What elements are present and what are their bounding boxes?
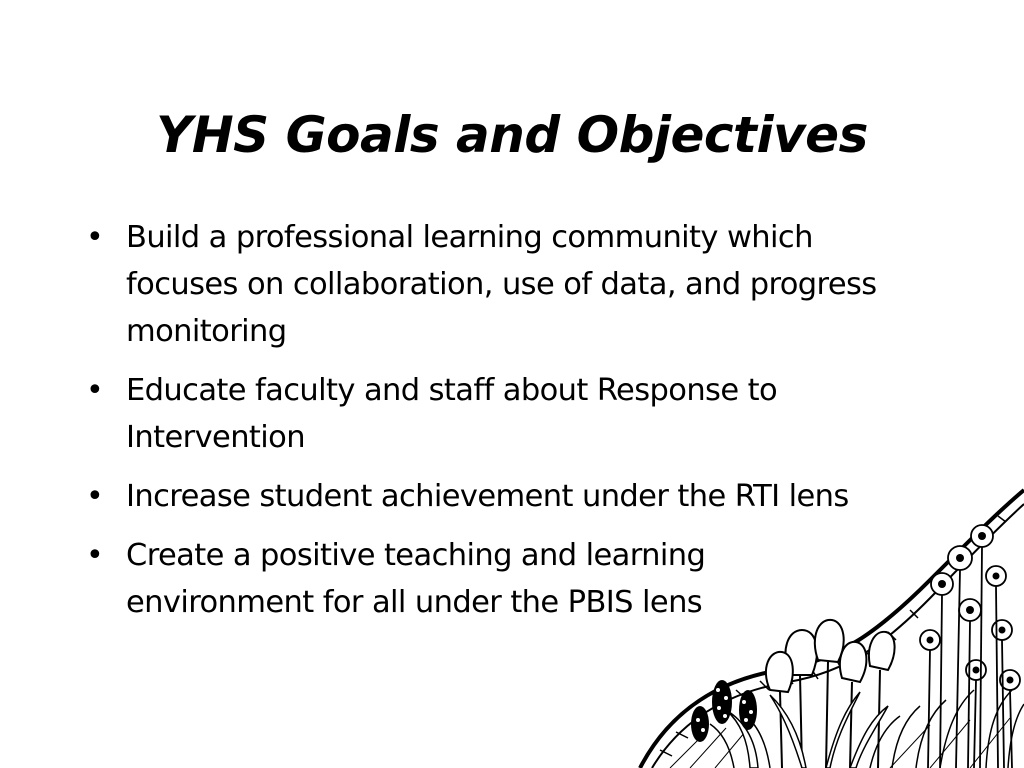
bullet-text: Increase student achievement under the RTI lens (126, 479, 849, 514)
bullet-text: Educate faculty and staff about Response to Intervention (126, 373, 778, 455)
bullet-dot-icon: • (86, 220, 104, 255)
bullet-item (86, 367, 846, 461)
bullet-dot-icon: • (86, 538, 104, 573)
garden-flowers-illustration-icon (630, 480, 1024, 768)
bullet-text: Create a positive teaching and learning environment for all under the PBIS lens (126, 538, 706, 620)
bullet-dot-icon: • (86, 373, 104, 408)
bullet-text: Build a professional learning community which focuses on collaboration, use of data, and progress monitoring (126, 220, 877, 349)
bullet-item (86, 214, 916, 355)
bullet-dot-icon: • (86, 479, 104, 514)
slide-title: YHS Goals and Objectives (156, 106, 868, 164)
